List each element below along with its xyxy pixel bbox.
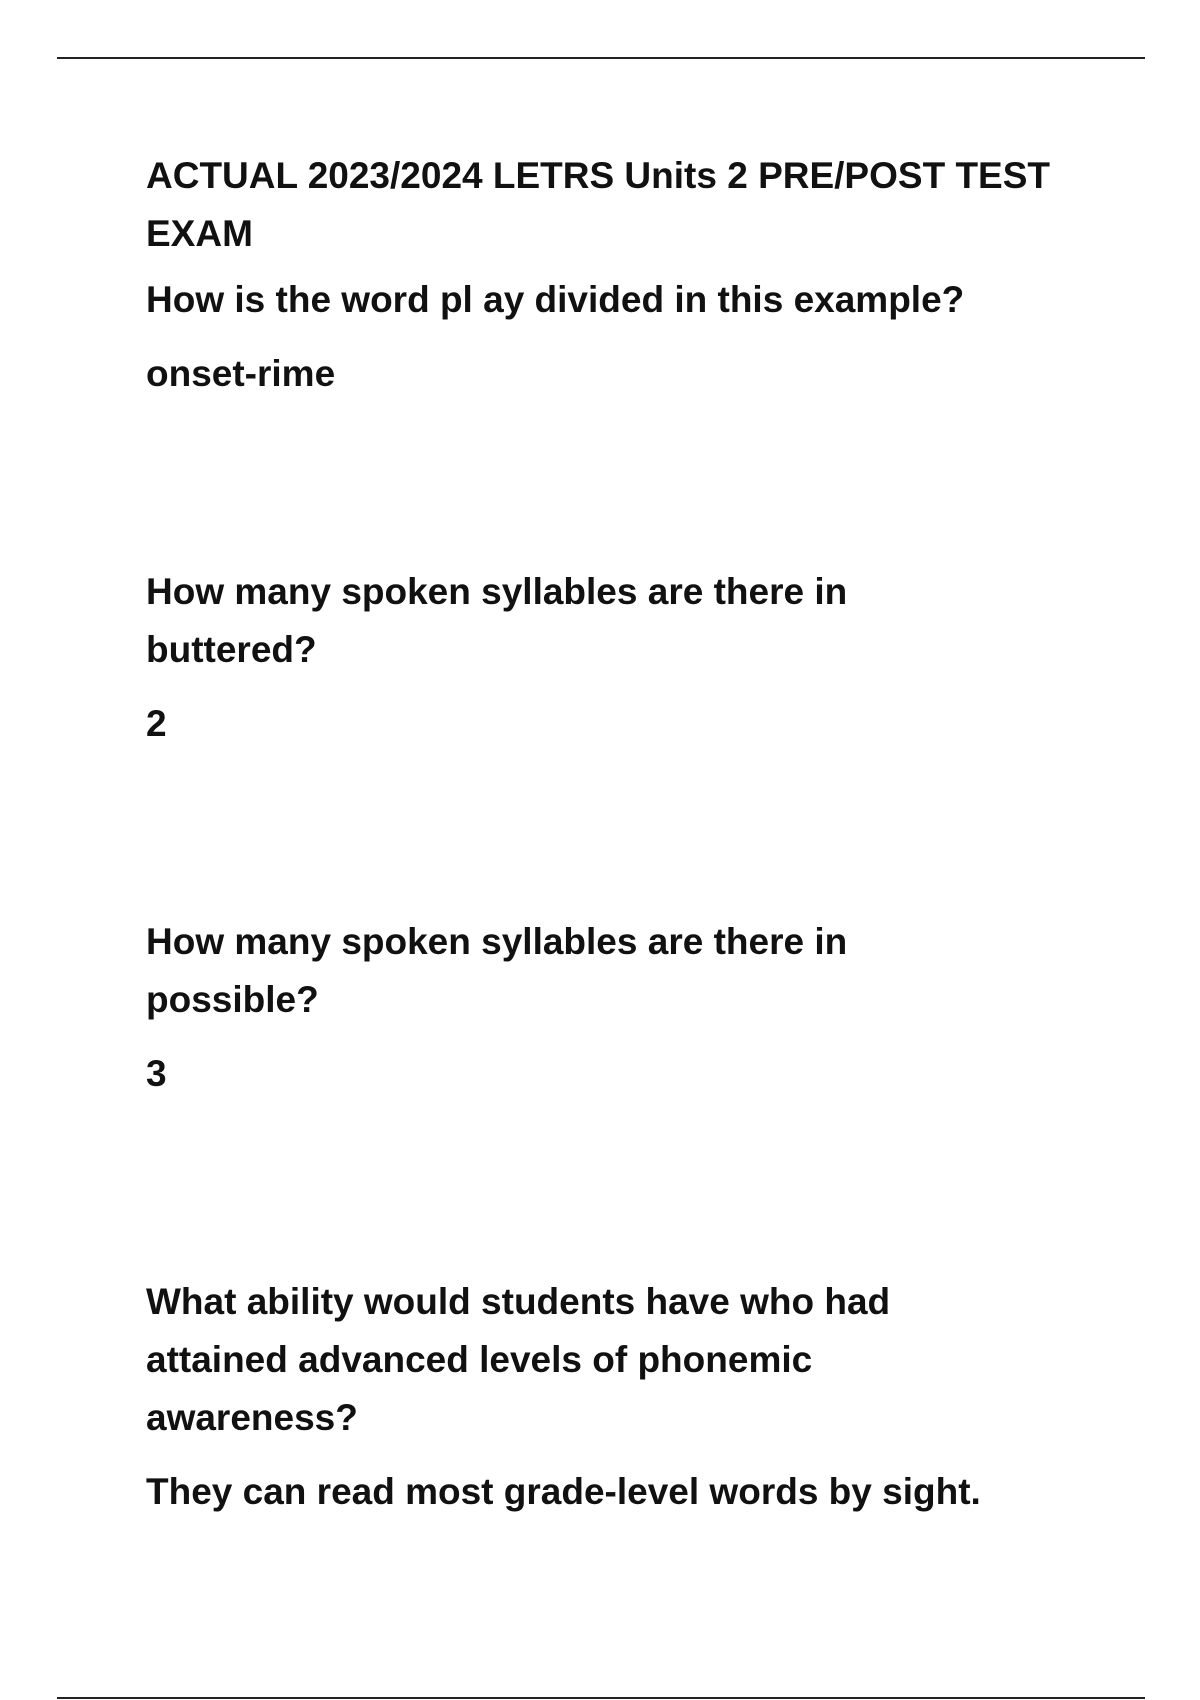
qa-item-3 [146,913,1086,1103]
answer-text: They can read most grade-level words by sight. [146,1471,981,1512]
document-body [146,147,1086,1521]
qa-item-2 [146,563,1086,753]
question-text: How many spoken syllables are there in buttered? [146,571,848,670]
question-text: How many spoken syllables are there in possible? [146,921,848,1020]
question-text: What ability would students have who had attained advanced levels of phonemic awareness? [146,1281,891,1438]
header-rule [57,57,1145,59]
answer-text: 3 [146,1053,167,1094]
document-title: ACTUAL 2023/2024 LETRS Units 2 PRE/POST TEST EXAM [146,155,1051,254]
qa-item-4 [146,1273,1086,1521]
answer-text: 2 [146,703,167,744]
answer-text: onset-rime [146,353,336,394]
qa-item-1 [146,271,1086,403]
footer-rule [57,1697,1145,1699]
question-text: How is the word pl ay divided in this example? [146,279,965,320]
